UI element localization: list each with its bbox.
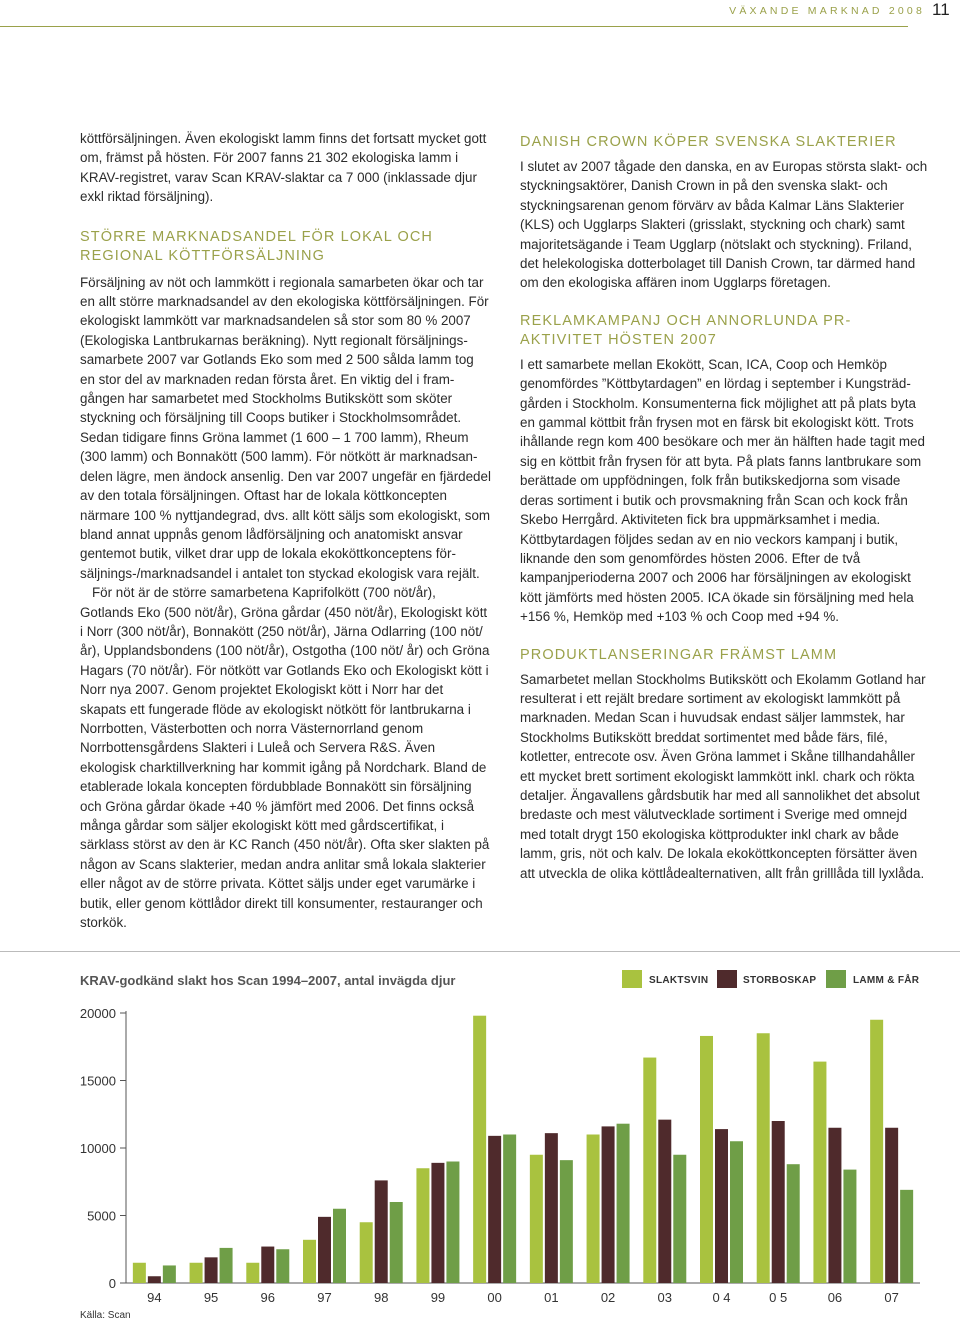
bar-slaktsvin-01 <box>530 1155 543 1283</box>
section-heading-produktlanseringar: PRODUKTLANSERINGAR FRÄMST LAMM <box>520 646 838 663</box>
bar-storboskap-01 <box>545 1133 558 1283</box>
x-tick-label: 06 <box>827 1290 843 1305</box>
bar-storboskap-06 <box>828 1128 841 1283</box>
bar-storboskap-95 <box>205 1257 218 1283</box>
y-tick-label: 0 <box>108 1276 116 1291</box>
bar-storboskap-96 <box>261 1247 274 1283</box>
bar-slaktsvin-05 <box>757 1033 770 1283</box>
bar-lamm-får-07 <box>900 1190 913 1283</box>
x-tick-label: 99 <box>430 1290 446 1305</box>
bar-lamm-får-97 <box>333 1209 346 1283</box>
bar-lamm-får-06 <box>843 1170 856 1283</box>
x-tick-label: 98 <box>373 1290 389 1305</box>
x-tick-label: 96 <box>260 1290 276 1305</box>
paragraph-produktlanseringar: Samarbetet mellan Stockholms Butikskött och Ekolamm Gotland har resulterat i ett rejält bredare sortiment av ekologiskt lammkött på marknaden. Medan Scan i huvudsak endast säljer lammstek, har Stockholms Butikskött breddat sortimentet med både färs, filé, kotletter, entrecote osv. Även Gröna lammet i Skåne tillhandahåller ett mycket brett sortiment ekologiskt lammkött inkl. chark och rökta detaljer. Ängavallens gårdsbutik har med all sannolikhet det absolut bredaste och mest välutvecklade sortiment i Sverige med omnejd med totalt drygt 150 ekologiska köttprodukter inkl chark av både lamm, gris, nöt och kalv. De lokala ekoköttkoncepten försätter även att utveckla de olika köttlådealternativen, allt från grilllåda till lyxlåda. <box>520 671 926 881</box>
bar-lamm-får-98 <box>390 1202 403 1283</box>
x-tick-label: 01 <box>544 1290 559 1305</box>
y-tick-label: 20000 <box>79 1006 116 1021</box>
bar-storboskap-02 <box>602 1126 615 1283</box>
bar-slaktsvin-03 <box>643 1058 656 1283</box>
bar-slaktsvin-94 <box>133 1263 146 1283</box>
bar-lamm-får-02 <box>617 1124 630 1283</box>
bar-lamm-får-96 <box>276 1249 289 1283</box>
legend-label-slaktsvin: SLAKTSVIN <box>649 975 709 986</box>
legend-label-lamm-far: LAMM & FÅR <box>853 975 920 986</box>
bar-slaktsvin-02 <box>587 1135 600 1284</box>
paragraph-lokal: Försäljning av nöt och lammkött i regionala samarbeten ökar och tar en allt större marknadsandel av den ekologiska köttförsäljningen. För ekologiskt lammkött var marknadsandelen så stor som 80 % 2007 (Ekologiska Lantbrukarnas beräkning). Nytt regionalt försäljningssamarbete 2007 var Gotlands Eko som med 2 500 sålda lamm tog en stor del av marknaden redan första året. En viktig del i framgången har samarbetet med Stockholms Butikskött som sköter styckning och försäljning till Coops butiker i Stockholmsområdet. Sedan tidigare finns Gröna lammet (1 600 – 1 700 lamm), Rheum (300 lamm) och Bonnakött (500 lamm). För nötkött är marknadsandelen lägre, men ändock ansenlig. Den var 2007 ungefär en fjärdedel av den totala försäljningen. Oftast har de lokala köttkoncepten närmare 100 % nyttjandegrad, dvs. allt kött säljs som ekologiskt, som bland annat uppnås genom lådförsäljning och anatomiskt ansvar gentemot butik, vilket drar upp de lokala ekoköttkonceptens försäljnings-/marknadsandel i antalet ton styckad ekologisk vara rejält. <box>80 274 491 581</box>
bar-slaktsvin-98 <box>360 1222 373 1283</box>
legend-swatch-storboskap <box>717 970 737 988</box>
y-tick-label: 15000 <box>79 1073 116 1089</box>
section-heading-reklamkampanj: REKLAMKAMPANJ OCH ANNORLUNDA PR-AKTIVITET HÖSTEN 2007 <box>520 312 852 348</box>
legend-label-storboskap: STORBOSKAP <box>743 975 817 986</box>
left-column <box>80 129 492 932</box>
x-tick-label: 02 <box>600 1290 616 1305</box>
bar-slaktsvin-00 <box>473 1016 486 1283</box>
intro-paragraph: köttförsäljningen. Även ekologiskt lamm finns det fortsatt mycket gott om, främst på hösten. För 2007 fanns 21 302 ekologiska lamm i KRAV-registret, varav Scan KRAV-slaktar ca 7 000 (inklassade djur exkl riktad försäljning). <box>80 131 487 205</box>
bar-lamm-får-05 <box>787 1164 800 1283</box>
paragraph-danish-crown: I slutet av 2007 tågade den danska, en av Europas största slakt- och styckningsaktörer, Danish Crown in på den svenska slakt- och styckningsarenan genom förvärv av båda Kalmar Läns Slakterier (KLS) och Ugglarps Slakteri (grisslakt, styckning och chark) samt majoritetsägande i Team Ugglarp (nötslakt och styckning). Friland, det helekologiska dotterbolaget till Danish Crown, tar därmed hand om den ekologiska affären inom Ugglarps företagen. <box>520 159 928 291</box>
bar-lamm-får-01 <box>560 1160 573 1283</box>
chart-source: Källa: Scan <box>80 1310 131 1321</box>
section-heading-danish-crown: DANISH CROWN KÖPER SVENSKA SLAKTERIER <box>520 134 897 150</box>
bar-storboskap-04 <box>715 1129 728 1283</box>
bar-lamm-får-04 <box>730 1141 743 1283</box>
x-tick-label: 07 <box>884 1290 899 1305</box>
bar-lamm-får-94 <box>163 1265 176 1283</box>
paragraph-not: För nöt är de större samarbetena Kaprifolkött (700 nöt/år), Gotlands Eko (500 nöt/år), Gröna gårdar (450 nöt/år), Ekologiskt kött i Norr (300 nöt/år), Bonnakött (250 nöt/år), Järna Odlarring (100 nöt/år), Upplandsbondens (100 nöt/år), Ostgotha (100 nöt/ år) och Gröna Hagars (70 nöt/år). För nötkött var Gotlands Eko och Ekologiskt kött i Norr nya 2007. Genom projektet Ekologiskt kött i Norr har det skapats ett fungerade flöde av ekologiskt nötkött för lantbrukarna i Norrbotten, Västerbotten och norra Västernorrland genom Norrbottensgårdens Slakteri i Luleå och Servera R&S. Även ekologisk charktillverkning har kommit igång på Nordchark. Bland de etablerade lokala koncepten fördubblade Bonnakött sin försäljning och Gröna gårdar ökade +40 % jämfört med 2006. Det finns också många gårdar som säljer ekologiskt kött med gårdscertifikat, i särklass störst av den är KC Ranch (450 nöt/år). Ofta sker slakten på någon av Scans slakterier, medan andra anlitar små lokala slakterier eller något av de större privata. Köttet säljs under eget varumärke i butik, eller genom köttlådor direkt till konsumenter, restauranger och storkök. <box>80 585 490 931</box>
bar-storboskap-07 <box>885 1128 898 1283</box>
bar-storboskap-98 <box>375 1180 388 1283</box>
legend-swatch-lamm-far <box>826 970 846 988</box>
x-tick-label: 00 <box>487 1290 502 1305</box>
bar-lamm-får-00 <box>503 1135 516 1284</box>
y-tick-label: 5000 <box>87 1208 116 1224</box>
chart-title: KRAV-godkänd slakt hos Scan 1994–2007, antal invägda djur <box>80 973 456 988</box>
running-header: VÄXANDE MARKNAD 2008 <box>729 5 925 17</box>
bar-slaktsvin-06 <box>813 1062 826 1283</box>
header-rule <box>0 26 908 27</box>
page-number: 11 <box>932 0 950 19</box>
x-tick-label: 0 4 <box>712 1290 731 1305</box>
bar-storboskap-00 <box>488 1136 501 1283</box>
bar-storboskap-94 <box>148 1276 161 1283</box>
bar-storboskap-99 <box>431 1163 444 1283</box>
bar-lamm-får-99 <box>446 1162 459 1284</box>
legend-swatch-slaktsvin <box>622 970 642 988</box>
bar-storboskap-97 <box>318 1217 331 1283</box>
section-heading-lokal: STÖRRE MARKNADSANDEL FÖR LOKAL OCH REGIONAL KÖTTFÖRSÄLJNING <box>80 228 433 264</box>
bar-slaktsvin-96 <box>246 1263 259 1283</box>
bar-slaktsvin-95 <box>190 1263 203 1283</box>
x-tick-label: 97 <box>317 1290 332 1305</box>
x-tick-label: 0 5 <box>769 1290 788 1305</box>
bar-lamm-får-03 <box>673 1155 686 1283</box>
bar-slaktsvin-07 <box>870 1020 883 1283</box>
chart-divider <box>0 951 960 952</box>
y-tick-label: 10000 <box>79 1141 116 1156</box>
bar-storboskap-03 <box>658 1120 671 1283</box>
bar-lamm-får-95 <box>220 1248 233 1283</box>
x-tick-label: 94 <box>147 1290 162 1305</box>
x-tick-label: 95 <box>203 1290 219 1305</box>
bar-slaktsvin-97 <box>303 1240 316 1283</box>
right-column <box>520 133 930 883</box>
bar-storboskap-05 <box>772 1121 785 1283</box>
paragraph-reklamkampanj: I ett samarbete mellan Ekokött, Scan, ICA, Coop och Hemköp genomfördes ”Köttbytardagen” en lördag i september i Kungsträdgården i Stockholm. Konsumenterna fick möjlighet att på plats byta en gammal köttbit från frysen mot en färsk bit ekologiskt kött. Trots ihållande regn kom 400 besökare och mer än hälften hade tagit med sig en köttbit från frysen för att byta. På plats fanns lantbrukare som berättade om uppfödningen, folk från butikskedjorna som visade deras sortiment i butik och provsmakning från Scan och kock från Skebo Herrgård. Aktiviteten fick bra uppmärksamhet i media. Köttbytardagen följdes sedan av en nio veckors kampanj i butik, liknande den som genomfördes hösten 2006. Efter de två kampanjperioderna 2007 och 2006 har försäljningen av ekologiskt kött jämförts med hösten 2005. ICA ökade sin försäljning med hela +156 %, Hemköp med +103 % och Coop med +94 %. <box>520 356 925 625</box>
x-tick-label: 03 <box>657 1290 673 1305</box>
bar-slaktsvin-04 <box>700 1036 713 1283</box>
bar-slaktsvin-99 <box>416 1168 429 1283</box>
